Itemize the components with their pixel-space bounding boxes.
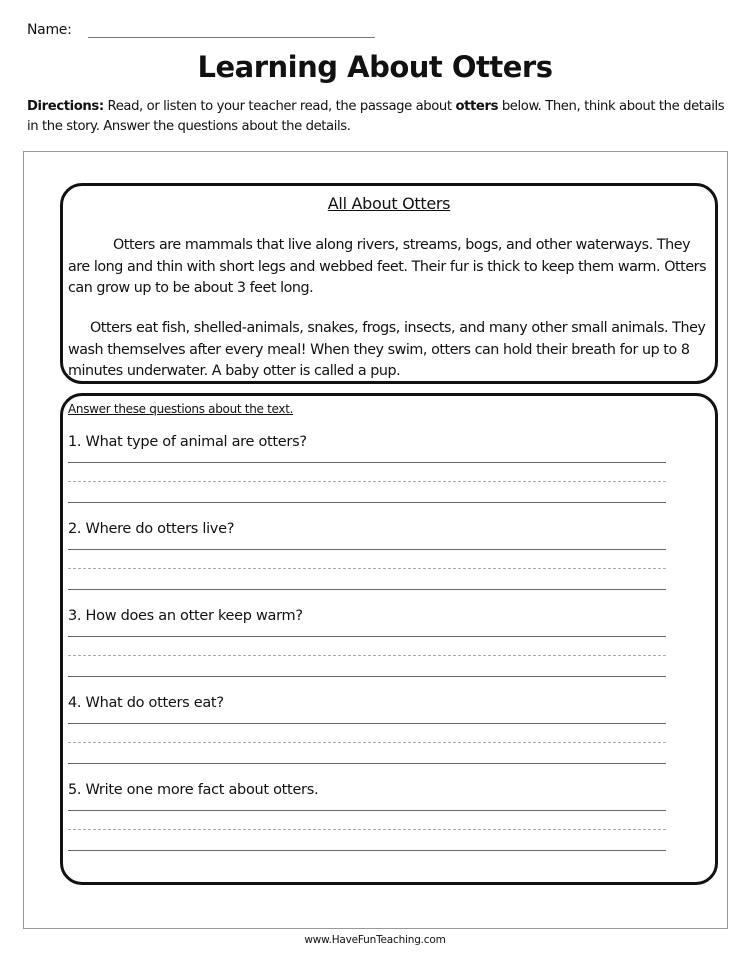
answer-guide-line xyxy=(68,742,666,743)
answer-line[interactable] xyxy=(68,676,666,677)
passage-paragraph: Otters eat fish, shelled-animals, snakes, frogs, insects, and many other small animals. They wash themselves after every meal! When they swim, otters can hold their breath for up to 8 minutes underwater. A baby otter is called a pup. xyxy=(68,320,706,379)
questions-heading: Answer these questions about the text. xyxy=(68,402,294,416)
answer-guide-line xyxy=(68,829,666,830)
question-text: 3. How does an otter keep warm? xyxy=(68,608,303,624)
answer-line[interactable] xyxy=(68,502,666,503)
answer-guide-line xyxy=(68,655,666,656)
name-line[interactable] xyxy=(88,37,375,38)
passage-paragraph: Otters are mammals that live along rivers, streams, bogs, and other waterways. They are long and thin with short legs and webbed feet. Their fur is thick to keep them warm. Otters can grow up to be about 3 feet long. xyxy=(68,237,707,296)
passage-title: All About Otters xyxy=(327,194,451,213)
answer-line[interactable] xyxy=(68,850,666,851)
name-label: Name: xyxy=(27,22,72,38)
answer-line[interactable] xyxy=(68,549,666,550)
directions-label: Directions: xyxy=(27,99,104,114)
directions-bold: otters xyxy=(455,99,499,114)
answer-guide-line xyxy=(68,568,666,569)
question-text: 1. What type of animal are otters? xyxy=(68,434,307,450)
question-text: 2. Where do otters live? xyxy=(68,521,235,537)
answer-line[interactable] xyxy=(68,636,666,637)
answer-line[interactable] xyxy=(68,723,666,724)
directions-text: Read, or listen to your teacher read, the passage about xyxy=(103,99,456,114)
directions xyxy=(27,97,727,137)
answer-line[interactable] xyxy=(68,763,666,764)
answer-line[interactable] xyxy=(68,589,666,590)
footer-url: www.HaveFunTeaching.com xyxy=(304,934,446,946)
passage-box xyxy=(60,183,718,384)
question xyxy=(68,608,668,695)
question xyxy=(68,434,668,521)
directions-text-2: below. Then, think about the details in the story. Answer the questions about the details. xyxy=(27,99,725,134)
answer-line[interactable] xyxy=(68,462,666,463)
answer-line[interactable] xyxy=(68,810,666,811)
question xyxy=(68,695,668,782)
question-text: 5. Write one more fact about otters. xyxy=(68,782,319,798)
page-title: Learning About Otters xyxy=(197,50,553,84)
answer-guide-line xyxy=(68,481,666,482)
question xyxy=(68,782,668,869)
question xyxy=(68,521,668,608)
question-text: 4. What do otters eat? xyxy=(68,695,224,711)
questions-box xyxy=(60,393,718,885)
